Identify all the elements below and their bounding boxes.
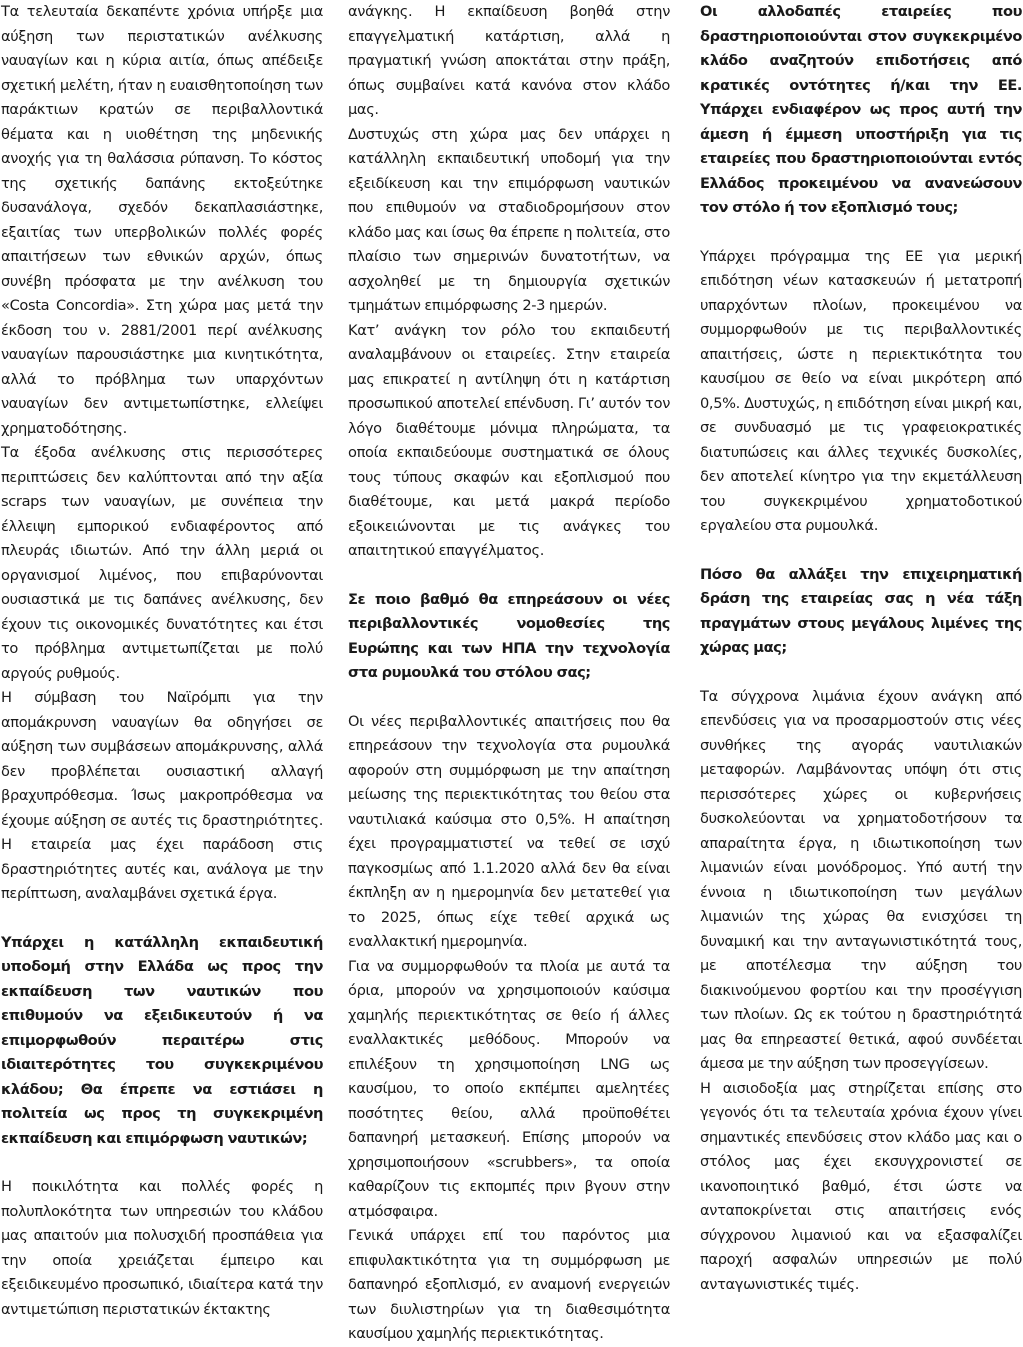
spacer <box>348 564 670 588</box>
paragraph: Υπάρχει πρόγραμμα της ΕΕ για μερική επιδότηση νέων κατασκευών ή μετατροπή υπαρχόντων πλοίων, προκειμένου να συμμορφωθούν με τις περιβαλλοντικές απαιτήσεις, ώστε η περιεκτικότητα του καυσίμου σε θείο να είναι μικρότερη από 0,5%. Δυστυχώς, η επιδότηση είναι μικρή και, σε συνδυασμό με τις γραφειοκρατικές διατυπώσεις και άλλες τεχνικές δυσκολίες, δεν αποτελεί κίνητρο για την εκμετάλλευση του συγκεκριμένου χρηματοδοτικού εργαλείου στα ρυμουλκά. <box>700 247 1022 534</box>
paragraph: Η αισιοδοξία μας στηρίζεται επίσης στο γεγονός ότι τα τελευταία χρόνια έχουν γίνει σημαντικές επενδύσεις στον κλάδο μας και ο στόλος μας έχει εκσυγχρονιστεί σε ικανοποιητικό βαθμό, έτσι ώστε να ανταποκρίνεται στις απαιτήσεις ενός σύγχρονου λιμανιού και να εξασφαλίζει παροχή ασφαλών υπηρεσιών με πολύ ανταγωνιστικές τιμές. <box>700 1079 1022 1293</box>
spacer <box>700 661 1022 685</box>
interview-question: Υπάρχει η κατάλληλη εκπαιδευτική υποδομή στην Ελλάδα ως προς την εκπαίδευση των ναυτικών που επιθυμούν να εξειδικευτούν ή να επιμορφωθούν περαιτέρω στις ιδιαιτερότητες του συγκεκριμένου κλάδου; Θα έπρεπε να εστιάσει η πολιτεία ως προς τη συγκεκριμένη εκπαίδευση και επιμόρφωση ναυτικών; <box>1 933 323 1147</box>
spacer <box>700 539 1022 563</box>
paragraph: Κατ’ ανάγκη τον ρόλο του εκπαιδευτή αναλαμβάνουν οι εταιρείες. Στην εταιρεία μας επικρατεί η αντίληψη ότι η κατάρτιση προσωπικού αποτελεί επένδυση. Γι’ αυτόν τον λόγο διαθέτουμε μόνιμα πληρώματα, τα οποία εκπαιδεύουμε συστηματικά σε όλους τους τύπους σκαφών και εξοπλισμού που διαθέτουμε, και μετά μακρά περίοδο εξοικειώνονται με τις ανάγκες του απαιτητικού επαγγέλματος. <box>348 321 670 559</box>
interview-question: Οι αλλοδαπές εταιρείες που δραστηριοποιούνται στον συγκεκριμένο κλάδο αναζητούν επιδοτήσεις από κρατικές οντότητες ή/και την ΕΕ. Υπάρχει ενδιαφέρον ως προς αυτή την άμεση ή έμμεση υποστήριξη για τις εταιρείες που δραστηριοποιούνται εντός Ελλάδος προκειμένου να ανανεώσουν τον στόλο ή τον εξοπλισμό τους; <box>700 3 1022 216</box>
column-3 <box>700 0 1022 1297</box>
paragraph: Γενικά υπάρχει επί του παρόντος μια επιφυλακτικότητα για τη συμμόρφωση με δαπανηρό εξοπλισμό, εν αναμονή ενεργειών των διυλιστηρίων για τη διαθεσιμότητα καυσίμου χαμηλής περιεκτικότητας. <box>348 1227 670 1342</box>
interview-question: Πόσο θα αλλάξει την επιχειρηματική δράση της εταιρείας σας η νέα τάξη πραγμάτων στους μεγάλους λιμένες της χώρας μας; <box>700 565 1022 656</box>
interview-question: Σε ποιο βαθμό θα επηρεάσουν οι νέες περιβαλλοντικές νομοθεσίες της Ευρώπης και των ΗΠΑ την τεχνολογία στα ρυμουλκά του στόλου σας; <box>348 590 670 681</box>
spacer <box>1 1151 323 1175</box>
paragraph: Η ποικιλότητα και πολλές φορές η πολυπλοκότητα των υπηρεσιών του κλάδου μας απαιτούν μια πολυσχιδή προσπάθεια για την οποία χρειάζεται έμπειρο και εξειδικευμένο προσωπικό, ιδιαίτερα κατά την αντιμετώπιση περιστατικών έκτακτης <box>1 1178 323 1318</box>
column-1 <box>1 0 323 1322</box>
paragraph: Τα σύγχρονα λιμάνια έχουν ανάγκη από επενδύσεις για να προσαρμοστούν στις νέες συνθήκες της αγοράς ναυτιλιακών μεταφορών. Λαμβάνοντας υπόψη ότι στις περισσότερες χώρες οι κυβερνήσεις δυσκολεύονται να χρηματοδοτήσουν τα απαραίτητα έργα, η ιδιωτικοποίηση των λιμανιών είναι μονόδρομος. Υπό αυτή την έννοια η ιδιωτικοποίηση των μεγάλων λιμανιών της χώρας θα ενισχύσει τη δυναμική και την ανταγωνιστικότητά τους, με αποτέλεσμα την αύξηση του διακινούμενου φορτίου και την προσέγγιση των πλοίων. Ως εκ τούτου η δραστηριότητά μας θα επηρεαστεί θετικά, αφού συνδέεται άμεσα με την αύξηση των προσεγγίσεων. <box>700 687 1022 1072</box>
column-2 <box>348 0 670 1347</box>
spacer <box>1 907 323 931</box>
paragraph: Δυστυχώς στη χώρα μας δεν υπάρχει η κατάλληλη εκπαιδευτική υποδομή για την εξειδίκευση και την επιμόρφωση ναυτικών που επιθυμούν να σταδιοδρομήσουν στον κλάδο μας και ίσως θα έπρεπε η πολιτεία, στο πλαίσιο των σημερινών δυνατοτήτων, να ασχοληθεί με τη δημιουργία σχετικών τμημάτων επιμόρφωσης 2-3 ημερών. <box>348 125 670 314</box>
paragraph: Τα τελευταία δεκαπέντε χρόνια υπήρξε μια αύξηση των περιστατικών ανέλκυσης ναυαγίων και η κύρια αιτία, όπως απέδειξε σχετική μελέτη, ήταν η ευαισθητοποίηση των παράκτιων κρατών σε περιβαλλοντικά θέματα και η υιοθέτηση της μηδενικής ανοχής για τη θαλάσσια ρύπανση. Το κόστος της σχετικής δαπάνης εκτοξεύτηκε δυσανάλογα, σχεδόν δεκαπλασιάστηκε, εξαιτίας των υπερβολικών πολλές φορές απαιτήσεων των εθνικών αρχών, όπως συνέβη πρόσφατα με την ανέλκυση του «Costa Concordia». Στη χώρα μας μετά την έκδοση του ν. 2881/2001 περί ανέλκυσης ναυαγίων παρουσιάστηκε μια κινητικότητα, αλλά το πρόβλημα των υπαρχόντων ναυαγίων δεν αντιμετωπίστηκε, ελλείψει χρηματοδότησης. <box>1 3 323 437</box>
paragraph: Για να συμμορφωθούν τα πλοία με αυτά τα όρια, μπορούν να χρησιμοποιούν καύσιμα χαμηλής περιεκτικότητας σε θείο ή άλλες εναλλακτικές μεθόδους. Μπορούν να επιλέξουν τη χρησιμοποίηση LNG ως καυσίμου, το οποίο εκπέμπει αμελητέες ποσότητες θείου, αλλά προϋποθέτει δαπανηρή μετασκευή. Επίσης μπορούν να χρησιμοποιήσουν «scrubbers», τα οποία καθαρίζουν τις εκπομπές πριν βγουν στην ατμόσφαιρα. <box>348 957 670 1220</box>
paragraph: ανάγκης. Η εκπαίδευση βοηθά στην επαγγελματική κατάρτιση, αλλά η πραγματική γνώση αποκτάται στην πράξη, όπως συμβαίνει κατά κανόνα στον κλάδο μας. <box>348 3 670 118</box>
spacer <box>700 221 1022 245</box>
paragraph: Η σύμβαση του Ναϊρόμπι για την απομάκρυνση ναυαγίων θα οδηγήσει σε αύξηση των συμβάσεων απομάκρυνσης, αλλά δεν προβλέπεται ουσιαστική αλλαγή βραχυπρόθεσμα. Ίσως μακροπρόθεσμα να έχουμε αύξηση σε αυτές τις δραστηριότητες. Η εταιρεία μας έχει παράδοση στις δραστηριότητες αυτές και, ανάλογα με την περίπτωση, αναλαμβάνει σχετικά έργα. <box>1 689 323 902</box>
paragraph: Οι νέες περιβαλλοντικές απαιτήσεις που θα επηρεάσουν την τεχνολογία στα ρυμουλκά αφορούν στη συμμόρφωση με την απαίτηση μείωσης της περιεκτικότητας του θείου στα ναυτιλιακά καύσιμα στο 0,5%. Η απαίτηση έχει προγραμματιστεί να τεθεί σε ισχύ παγκοσμίως από 1.1.2020 αλλά δεν θα είναι έκπληξη αν η ημερομηνία δεν μετατεθεί για το 2025, όπως είχε τεθεί αρχικά ως εναλλακτική ημερομηνία. <box>348 712 670 950</box>
spacer <box>348 686 670 710</box>
paragraph: Τα έξοδα ανέλκυσης στις περισσότερες περιπτώσεις δεν καλύπτονται από την αξία scraps των ναυαγίων, με συνέπεια την έλλειψη εμπορικού ενδιαφέροντος από πλευράς ιδιωτών. Από την άλλη μεριά οι οργανισμοί λιμένος, που επιβαρύνονται ουσιαστικά με τις δαπάνες ανέλκυσης, δεν έχουν τις οικονομικές δυνατότητες και έτσι το πρόβλημα αντιμετωπίζεται με πολύ αργούς ρυθμούς. <box>1 444 323 682</box>
